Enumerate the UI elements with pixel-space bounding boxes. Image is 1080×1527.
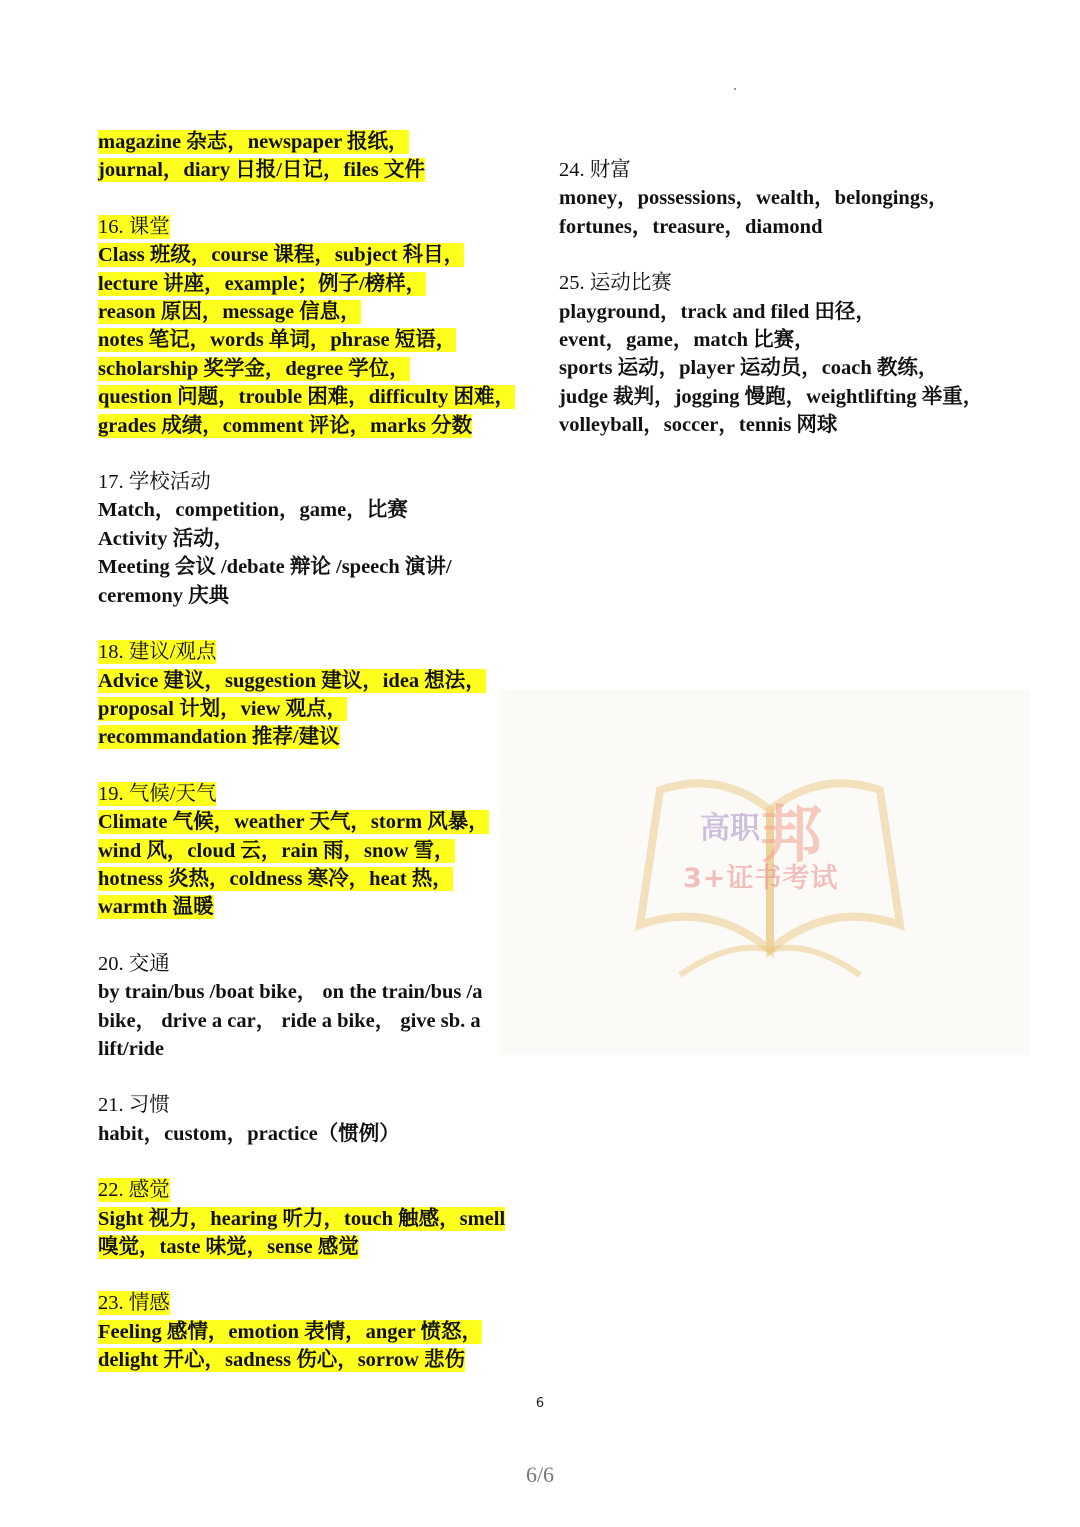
vocab-line: question 问题，trouble 困难，difficulty 困难， — [98, 386, 516, 409]
section-title: 24. 财富 — [559, 159, 631, 181]
vocab-line: judge 裁判，jogging 慢跑，weightlifting 举重， — [559, 385, 984, 408]
vocab-section — [98, 1289, 523, 1374]
vocab-line: Sight 视力，hearing 听力，touch 触感，smell — [98, 1207, 506, 1230]
vocab-section — [98, 468, 523, 610]
vocab-line: playground，track and filed 田径， — [559, 300, 876, 323]
watermark-subtitle: 3+证书考试 — [683, 863, 839, 894]
vocab-line: grades 成绩，comment 评论，marks 分数 — [98, 414, 473, 437]
vocab-line: warmth 温暖 — [98, 896, 214, 919]
page-count: 6/6 — [525, 1462, 555, 1487]
vocab-line: lecture 讲座，example；例子/榜样， — [98, 272, 427, 295]
vocab-line: journal，diary 日报/日记，files 文件 — [98, 159, 425, 182]
vocab-line: Advice 建议，suggestion 建议，idea 想法， — [98, 669, 486, 692]
vocab-line: reason 原因，message 信息， — [98, 301, 361, 324]
vocab-line: event，game，match 比赛， — [559, 329, 815, 352]
vocab-line: Activity 活动， — [98, 527, 235, 550]
vocab-line: sports 运动，player 运动员，coach 教练， — [559, 357, 939, 380]
vocab-line: Feeling 感情，emotion 表情，anger 愤怒， — [98, 1320, 482, 1343]
watermark-brand: 高职邦 — [700, 798, 823, 871]
vocab-section — [98, 780, 523, 922]
section-title: 18. 建议/观点 — [98, 641, 217, 664]
vocab-line: delight 开心，sadness 伤心，sorrow 悲伤 — [98, 1349, 465, 1372]
page-number: 6 — [535, 1396, 545, 1411]
section-title: 21. 习惯 — [98, 1094, 170, 1117]
vocab-line: scholarship 奖学金，degree 学位， — [98, 357, 410, 380]
vocab-line: Class 班级，course 课程，subject 科目， — [98, 244, 465, 267]
vocab-line: lift/ride — [98, 1037, 165, 1060]
right-column — [559, 156, 989, 468]
section-title: 23. 情感 — [98, 1292, 170, 1315]
section-title: 20. 交通 — [98, 952, 170, 975]
vocab-line: volleyball，soccer，tennis 网球 — [559, 414, 838, 437]
vocab-line: by train/bus /boat bike， on the train/bus /a — [98, 981, 483, 1004]
vocab-section — [559, 269, 989, 439]
section-title: 16. 课堂 — [98, 215, 170, 238]
vocab-line: bike， drive a car， ride a bike， give sb. a — [98, 1009, 481, 1032]
vocab-line: magazine 杂志，newspaper 报纸， — [98, 131, 409, 153]
vocab-line: Climate 气候，weather 天气，storm 风暴， — [98, 811, 489, 834]
vocab-section — [98, 1091, 523, 1148]
vocab-line: Match，competition，game，比赛 — [98, 499, 408, 522]
vocab-line: habit，custom，practice（惯例） — [98, 1122, 400, 1145]
vocab-section — [98, 950, 523, 1064]
vocab-line: fortunes，treasure，diamond — [559, 215, 823, 238]
vocab-line: hotness 炎热，coldness 寒冷，heat 热， — [98, 867, 453, 890]
vocab-section — [98, 213, 523, 440]
section-title: 19. 气候/天气 — [98, 782, 217, 805]
stray-dot — [734, 88, 736, 90]
vocab-section — [98, 128, 523, 185]
section-title: 25. 运动比赛 — [559, 272, 672, 295]
section-title: 17. 学校活动 — [98, 471, 211, 494]
left-column — [98, 128, 523, 1403]
section-title: 22. 感觉 — [98, 1179, 170, 1202]
vocab-line: proposal 计划，view 观点， — [98, 697, 348, 720]
vocab-line: wind 风，cloud 云，rain 雨，snow 雪， — [98, 839, 455, 862]
vocab-line: recommandation 推荐/建议 — [98, 726, 340, 749]
vocab-line: 嗅觉，taste 味觉，sense 感觉 — [98, 1236, 359, 1258]
vocab-section — [98, 1176, 523, 1261]
vocab-line: ceremony 庆典 — [98, 584, 230, 607]
vocab-section — [559, 156, 989, 241]
vocab-line: Meeting 会议 /debate 辩论 /speech 演讲/ — [98, 556, 452, 579]
vocab-section — [98, 638, 523, 752]
vocab-line: money，possessions，wealth，belongings， — [559, 187, 949, 210]
vocab-line: notes 笔记，words 单词，phrase 短语， — [98, 329, 457, 352]
watermark — [500, 690, 1030, 1055]
